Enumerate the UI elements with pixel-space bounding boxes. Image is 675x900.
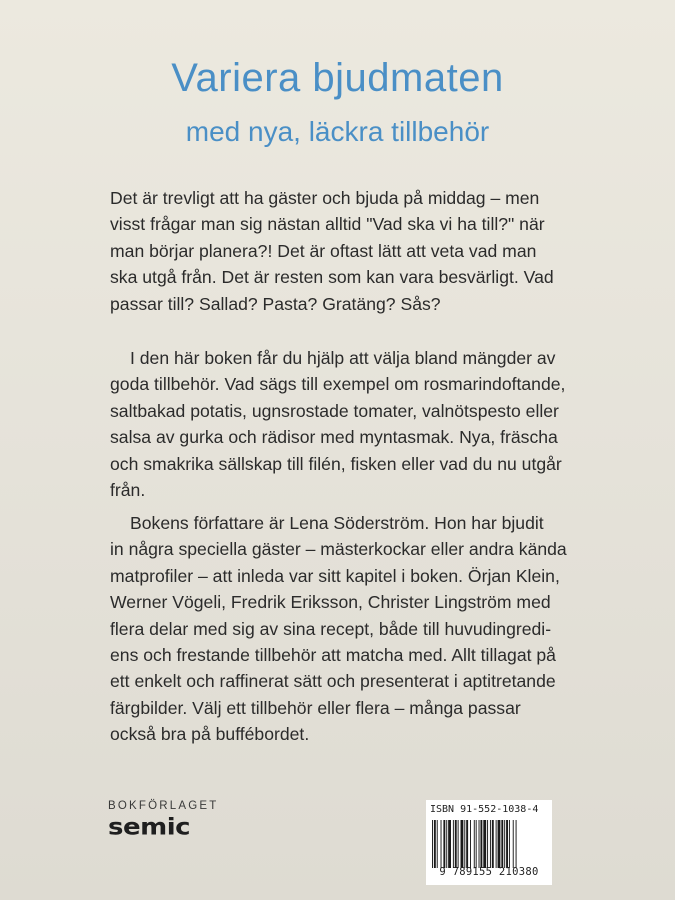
barcode-bar: [504, 820, 505, 868]
barcode-bar: [470, 820, 471, 868]
text-line: också bra på buffébordet.: [110, 724, 310, 745]
text-line: passar till? Sallad? Pasta? Gratäng? Sås?: [110, 293, 441, 314]
barcode-bar: [487, 820, 488, 868]
text-line: I den här boken får du hjälp att välja bland mängder av: [130, 348, 556, 368]
publisher-label: BOKFÖRLAGET: [108, 800, 219, 812]
barcode-bar: [464, 820, 465, 868]
title-main: Variera bjudmaten: [171, 56, 504, 100]
barcode-bar: [458, 820, 459, 868]
ean-number: 9 789155 210380: [439, 866, 539, 878]
text-line: Werner Vögeli, Fredrik Eriksson, Christer Lingström med: [110, 592, 551, 613]
barcode-bar: [448, 820, 451, 868]
text-line: och smakrika sällskap till filén, fisken eller vad du nu utgår: [110, 453, 562, 474]
barcode-bar: [490, 820, 491, 868]
title-subtitle: med nya, läckra tillbehör: [185, 116, 490, 147]
barcode-bar: [441, 820, 442, 868]
barcode-bar: [506, 820, 508, 868]
paragraph-intro: [110, 185, 580, 317]
paragraph-author: [110, 510, 580, 748]
barcode-bar: [474, 820, 475, 868]
text-line: man börjar planera?! Det är oftast lätt att veta vad man: [110, 240, 537, 261]
text-line: in några speciella gäster – mästerkockar eller andra kända: [110, 539, 567, 560]
text-line: ska utgå från. Det är resten som kan vara besvärligt. Vad: [110, 267, 554, 288]
publisher-logo: [108, 800, 238, 844]
text-line: ens och frestande tillbehör att matcha med. Allt tillagat på: [110, 645, 556, 666]
paragraph-accompaniments: [110, 345, 580, 503]
barcode-bar: [466, 820, 468, 868]
barcode-bar: [480, 820, 482, 868]
barcode-bar: [432, 820, 433, 868]
barcode-bar: [501, 820, 503, 868]
text-line: salsa av gurka och rädisor med myntasmak. Nya, fräscha: [110, 427, 558, 448]
barcode-bar: [434, 820, 436, 868]
barcode-label: [426, 800, 552, 885]
text-line: Bokens författare är Lena Söderström. Hon har bjudit: [130, 513, 544, 533]
barcode-icon: [430, 820, 548, 868]
barcode-bar: [461, 820, 464, 868]
barcode-bar: [492, 820, 494, 868]
barcode-bar: [455, 820, 457, 868]
publisher-name: semic: [108, 814, 191, 841]
text-line: ett enkelt och raffinerat sätt och presenterat i aptitretande: [110, 671, 556, 692]
text-line: Det är trevligt att ha gäster och bjuda på middag – men: [110, 188, 540, 208]
barcode-bar: [443, 820, 445, 868]
text-line: matprofiler – att inleda var sitt kapitel i boken. Örjan Klein,: [110, 565, 560, 586]
barcode-bar: [453, 820, 454, 868]
text-line: flera delar med sig av sina recept, både till huvudingredi-: [110, 618, 552, 639]
text-line: färgbilder. Välj ett tillbehör eller flera – många passar: [110, 697, 521, 718]
text-line: från.: [110, 480, 146, 501]
text-line: visst frågar man sig nästan alltid "Vad ska vi ha till?" när: [110, 214, 545, 235]
barcode-bar: [446, 820, 447, 868]
barcode-bar: [437, 820, 438, 868]
isbn-number: ISBN 91-552-1038-4: [430, 804, 539, 815]
barcode-bar: [498, 820, 501, 868]
barcode-bar: [513, 820, 514, 868]
text-line: saltbakad potatis, ugnsrostade tomater, valnötspesto eller: [110, 400, 559, 421]
barcode-bar: [483, 820, 486, 868]
barcode-bar: [479, 820, 480, 868]
text-line: goda tillbehör. Vad sägs till exempel om rosmarindoftande,: [110, 374, 566, 395]
barcode-bar: [496, 820, 497, 868]
barcode-bar: [476, 820, 477, 868]
barcode-bar: [509, 820, 510, 868]
barcode-bar: [516, 820, 517, 868]
